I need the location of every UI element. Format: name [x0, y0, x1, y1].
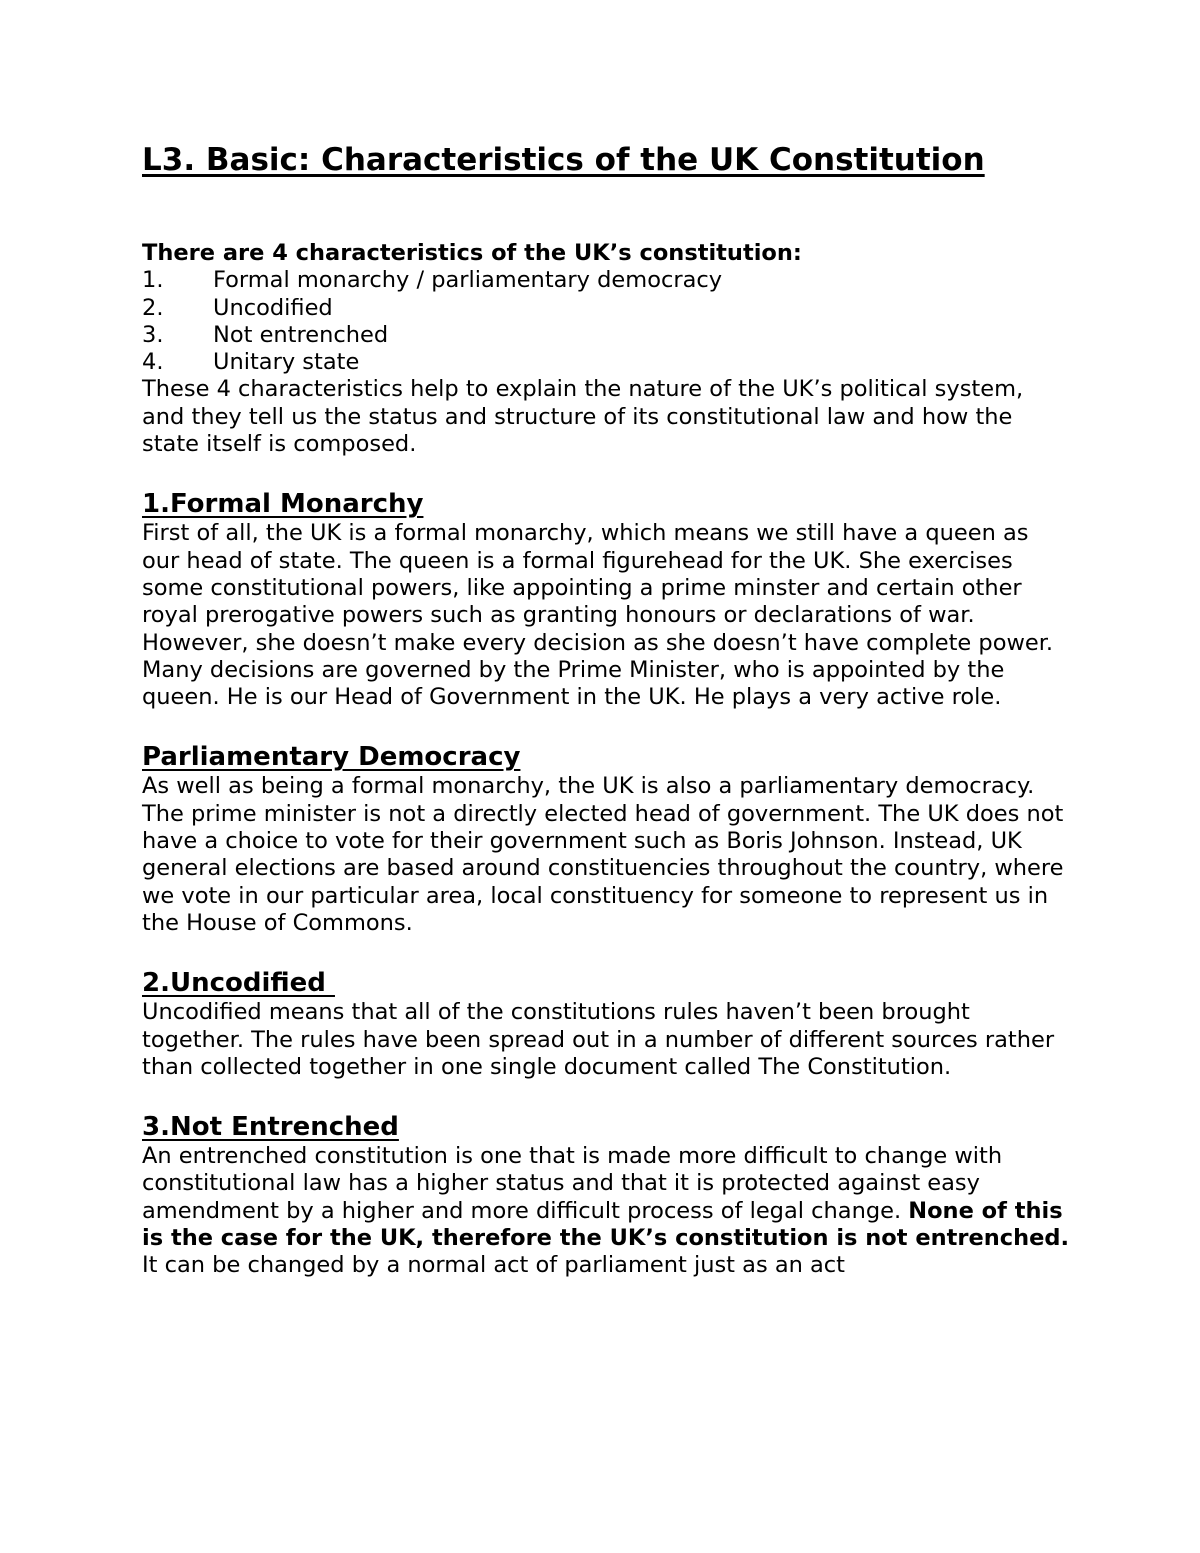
list-text: Uncodified	[213, 294, 333, 321]
list-item	[142, 349, 1072, 376]
list-text: Formal monarchy / parliamentary democracy	[213, 267, 723, 294]
list-number: 3.	[142, 321, 164, 348]
document-body	[142, 140, 1072, 1280]
list-number: 2.	[142, 294, 164, 321]
section-paragraph	[142, 1143, 1072, 1279]
section-heading: Parliamentary Democracy	[142, 742, 521, 773]
list-text: Unitary state	[213, 349, 360, 376]
section-not-entrenched	[142, 1111, 1072, 1279]
list-number: 4.	[142, 349, 164, 376]
document-title: L3. Basic: Characteristics of the UK Constitution	[142, 142, 985, 178]
section-paragraph: First of all, the UK is a formal monarchy, which means we still have a queen as our head of state. The queen is a formal figurehead for the UK. She exercises some constitutional powers, like appointing a prime minster and certain other royal prerogative powers such as granting honours or declarations of war.	[142, 520, 1029, 629]
paragraph-bold-text: None of this is the case for the UK, therefore the UK’s constitution is not entrenched.	[142, 1197, 1070, 1252]
paragraph-text: It can be changed by a normal act of parliament just as an act	[142, 1252, 846, 1279]
list-number: 1.	[142, 267, 164, 294]
section-heading: 3.Not Entrenched	[142, 1112, 399, 1143]
list-item	[142, 267, 1072, 294]
list-item	[142, 322, 1072, 349]
paragraph-text: An entrenched constitution is one that is made more difficult to change with constitutional law has a higher status and that it is protected against easy amendment by a higher and more difficult process of legal change.	[142, 1143, 1003, 1224]
section-paragraph: Uncodified means that all of the constitutions rules haven’t been brought together. The rules have been spread out in a number of different sources rather than collected together in one single document called The Constitution.	[142, 999, 1055, 1080]
section-formal-monarchy	[142, 488, 1072, 711]
section-heading: 2.Uncodified	[142, 968, 335, 999]
section-paragraph: However, she doesn’t make every decision as she doesn’t have complete power. Many decisions are governed by the Prime Minister, who is appointed by the queen. He is our Head of Government in the UK. He plays a very active role.	[142, 629, 1054, 711]
intro-lead: There are 4 characteristics of the UK’s constitution:	[142, 240, 802, 266]
section-heading: 1.Formal Monarchy	[142, 489, 424, 520]
list-item	[142, 295, 1072, 322]
characteristics-list	[142, 267, 1072, 376]
section-uncodified	[142, 967, 1072, 1081]
list-text: Not entrenched	[213, 321, 389, 348]
section-parliamentary-democracy	[142, 741, 1072, 937]
intro-summary: These 4 characteristics help to explain the nature of the UK’s political system, and they tell us the status and structure of its constitutional law and how the state itself is composed.	[142, 376, 1024, 458]
section-paragraph: As well as being a formal monarchy, the UK is also a parliamentary democracy. The prime minister is not a directly elected head of government. The UK does not have a choice to vote for their government such as Boris Johnson. Instead, UK general elections are based around constituencies throughout the country, where we vote in our particular area, local constituency for someone to represent us in the House of Commons.	[142, 773, 1064, 936]
